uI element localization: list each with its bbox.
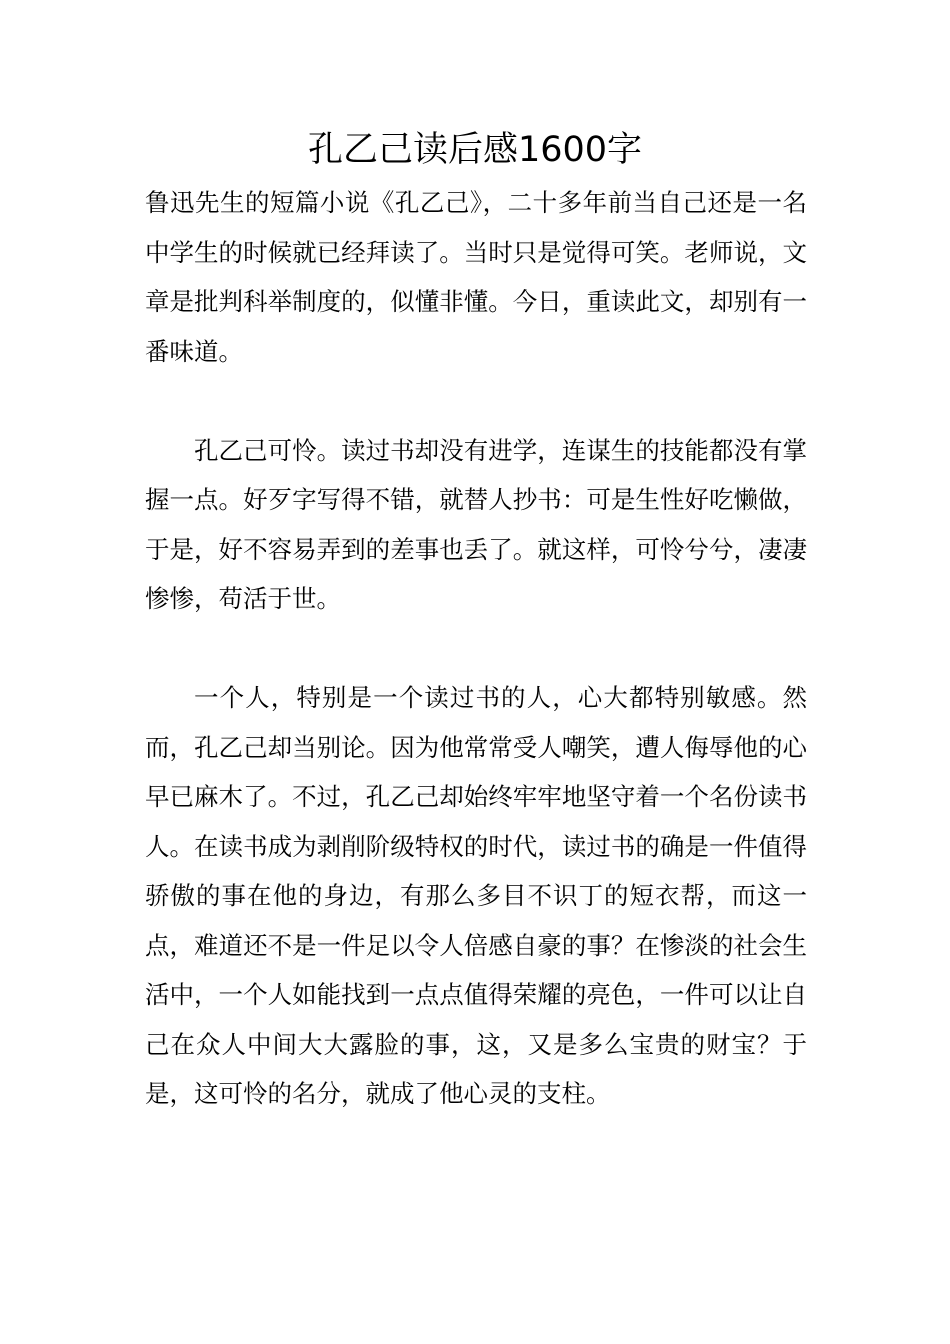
paragraph-3: 一个人，特别是一个读过书的人，心大都特别敏感。然而，孔乙己却当别论。因为他常常受人嘲笑，遭人侮辱他的心早已麻木了。不过，孔乙己却始终牢牢地坚守着一个名份读书人。在读书成为剥削阶级特权的时代，读过书的确是一件值得骄傲的事在他的身边，有那么多目不识丁的短衣帮，而这一点，难道还不是一件足以令人倍感自豪的事？在惨淡的社会生活中，一个人如能找到一点点值得荣耀的亮色，一件可以让自己在众人中间大大露脸的事，这，又是多么宝贵的财宝？于是，这可怜的名分，就成了他心灵的支柱。 <box>145 683 807 1108</box>
document-body <box>145 178 807 1168</box>
paragraph-1: 鲁迅先生的短篇小说《孔乙己》，二十多年前当自己还是一名中学生的时候就已经拜读了。当时只是觉得可笑。老师说，文章是批判科举制度的，似懂非懂。今日，重读此文，却别有一番味道。 <box>145 188 807 366</box>
paragraph-2: 孔乙己可怜。读过书却没有进学，连谋生的技能都没有掌握一点。好歹字写得不错，就替人抄书：可是生性好吃懒做，于是，好不容易弄到的差事也丢了。就这样，可怜兮兮，凄凄惨惨，苟活于世。 <box>145 435 807 613</box>
document-title: 孔乙己读后感1600字 <box>307 130 643 170</box>
